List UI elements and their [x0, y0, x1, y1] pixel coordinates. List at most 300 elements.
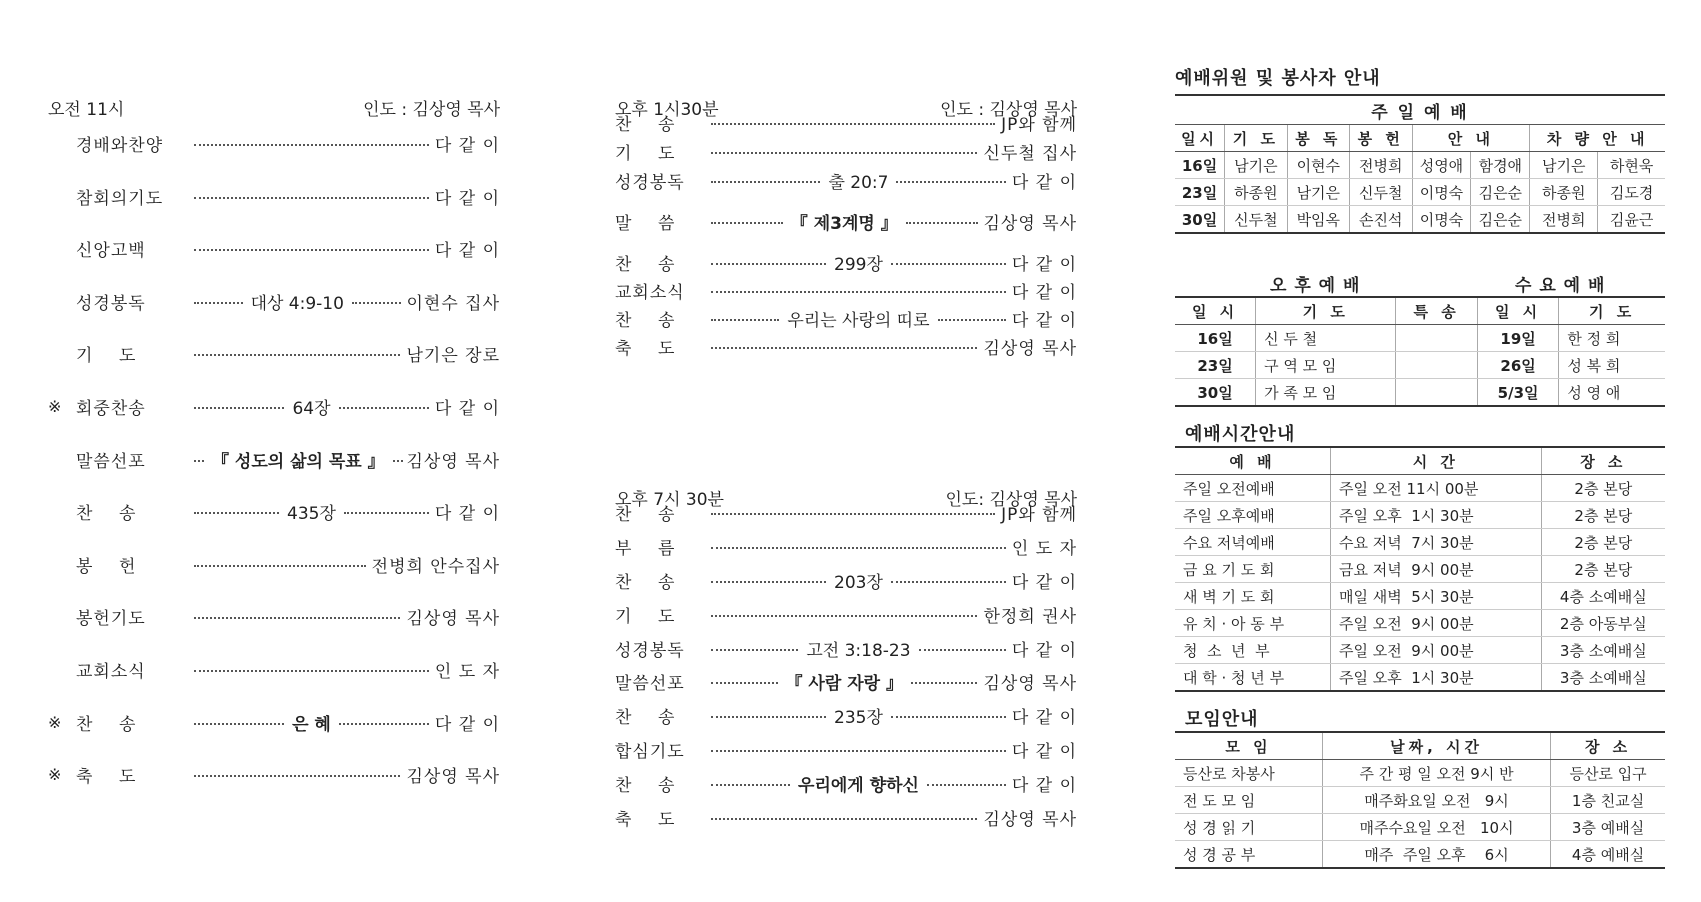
column-header: 일 시	[1477, 297, 1558, 325]
order-item-name: 봉헌기도	[76, 608, 146, 629]
leader-dots	[194, 407, 284, 409]
table-cell: 김윤근	[1598, 206, 1665, 234]
leader-dots	[339, 723, 429, 725]
leader-dots	[927, 784, 1006, 786]
table-cell: 주일 오전 11시 00분	[1330, 475, 1541, 502]
order-item-name: 찬 송	[76, 503, 137, 524]
dotted-leader	[705, 345, 983, 347]
table-cell: 하종원	[1530, 179, 1598, 206]
dotted-leader	[705, 613, 983, 615]
order-item-person: 다 같 이	[1011, 172, 1077, 193]
table-row	[1175, 502, 1665, 529]
order-row	[48, 446, 500, 472]
order-item-person: 다 같 이	[1011, 640, 1077, 661]
leader-dots	[711, 263, 826, 265]
column-header: 일 시	[1175, 297, 1256, 325]
table-cell: 3층 소예배실	[1541, 637, 1665, 664]
leader-dots	[352, 302, 401, 304]
order-row	[615, 277, 1077, 303]
dotted-leader	[705, 816, 983, 818]
order-row	[48, 288, 500, 314]
column-header: 차 량 안 내	[1530, 125, 1665, 152]
servants-banner: 주 일 예 배	[1175, 95, 1665, 125]
order-item-detail: 『 제3계명 』	[790, 213, 898, 234]
column-header: 장 소	[1541, 447, 1665, 475]
leader-dots	[711, 615, 977, 617]
leader-dots	[906, 222, 978, 224]
order-item-name: 기 도	[76, 345, 137, 366]
table-row	[1175, 637, 1665, 664]
order-item-name: 축 도	[615, 809, 676, 830]
leader-dots	[891, 581, 1006, 583]
order-item-person: 다 같 이	[434, 503, 500, 524]
afternoon-time: 오후 1시30분	[615, 100, 719, 120]
leader-dots	[711, 547, 1006, 549]
order-row	[615, 567, 1077, 593]
order-row	[615, 333, 1077, 359]
order-item-person: 김상영 목사	[406, 766, 500, 787]
order-item-person: 다 같 이	[434, 240, 500, 261]
table-row	[1175, 664, 1665, 692]
leader-dots	[194, 197, 429, 199]
table-cell: 이현수	[1287, 152, 1349, 179]
order-item-person: 다 같 이	[1011, 572, 1077, 593]
table-cell: 5/3일	[1477, 379, 1558, 407]
order-item-name: 부 름	[615, 538, 676, 559]
table-cell: 남기은	[1287, 179, 1349, 206]
table-cell: 4층 소예배실	[1541, 583, 1665, 610]
dotted-leader	[705, 511, 1001, 513]
table-cell: 김은순	[1471, 206, 1530, 234]
order-item-detail: 64장	[292, 398, 331, 419]
order-item-name: 찬 송	[615, 775, 676, 796]
order-item-name: 성경봉독	[615, 172, 685, 193]
servants-title: 예배위원 및 봉사자 안내	[1175, 68, 1381, 89]
dotted-leader	[188, 142, 435, 144]
order-row	[615, 249, 1077, 275]
leader-dots	[711, 581, 826, 583]
dotted-leader	[705, 545, 1012, 547]
schedule-table	[1175, 446, 1665, 692]
order-item-name: 찬 송	[615, 254, 676, 275]
order-item-detail: 435장	[287, 503, 336, 524]
leader-dots	[911, 682, 978, 684]
order-item-name: 말씀선포	[615, 673, 685, 694]
table-cell: 주일 오전 9시 00분	[1330, 610, 1541, 637]
leader-dots	[194, 723, 284, 725]
order-item-person: JP와 함께	[1001, 114, 1077, 135]
order-item-person: 김상영 목사	[983, 809, 1077, 830]
column-header: 일시	[1175, 125, 1225, 152]
table-row	[1175, 475, 1665, 502]
order-item-name: 말씀선포	[76, 451, 146, 472]
order-row	[615, 208, 1077, 234]
table-cell: 김도경	[1598, 179, 1665, 206]
order-row	[48, 130, 500, 156]
afternoon-leader: 인도 : 김상영 목사	[940, 100, 1077, 120]
column-header: 봉 독	[1287, 125, 1349, 152]
table-row	[1175, 529, 1665, 556]
table-cell: 주일 오후 1시 30분	[1330, 664, 1541, 692]
order-row	[615, 533, 1077, 559]
asterisk-mark: ※	[48, 712, 62, 732]
table-row	[1175, 814, 1665, 841]
table-cell: 이명숙	[1412, 206, 1471, 234]
order-row	[48, 183, 500, 209]
order-item-name: 찬 송	[615, 114, 676, 135]
order-row	[615, 601, 1077, 627]
leader-dots	[711, 123, 995, 125]
asterisk-mark: ※	[48, 396, 62, 416]
table-cell: 주일 오전 9시 00분	[1330, 637, 1541, 664]
leader-dots	[711, 152, 977, 154]
order-row	[615, 770, 1077, 796]
table-row	[1175, 379, 1665, 407]
dotted-leader	[705, 568, 1012, 593]
order-item-name: 찬 송	[615, 504, 676, 525]
order-row	[615, 635, 1077, 661]
table-row	[1175, 325, 1665, 352]
order-item-person: 한정희 권사	[983, 606, 1077, 627]
leader-dots	[194, 249, 429, 251]
table-cell: 전 도 모 임	[1175, 787, 1322, 814]
dotted-leader	[188, 447, 406, 472]
leader-dots	[194, 354, 400, 356]
order-row	[48, 498, 500, 524]
column-header: 예 배	[1175, 447, 1330, 475]
order-row	[615, 167, 1077, 193]
leader-dots	[194, 302, 243, 304]
asterisk-mark: ※	[48, 764, 62, 784]
table-row	[1175, 610, 1665, 637]
order-row	[48, 393, 500, 419]
order-item-detail: 은 혜	[292, 714, 331, 735]
leader-dots	[194, 565, 366, 567]
leader-dots	[891, 263, 1006, 265]
dotted-leader	[188, 563, 372, 565]
table-cell	[1396, 325, 1477, 352]
leader-dots	[393, 460, 403, 462]
leader-dots	[344, 512, 429, 514]
table-cell: 23일	[1175, 352, 1256, 379]
table-cell: 16일	[1175, 325, 1256, 352]
evening-service	[615, 485, 1077, 875]
order-item-name: 기 도	[615, 606, 676, 627]
leader-dots	[711, 818, 977, 820]
column-header: 모 임	[1175, 732, 1322, 760]
leader-dots	[711, 716, 826, 718]
morning-leader: 인도 : 김상영 목사	[363, 100, 500, 120]
table-cell: 전병희	[1350, 152, 1412, 179]
leader-dots	[711, 222, 783, 224]
table-cell: 2층 본당	[1541, 529, 1665, 556]
table-cell: 주일 오후 1시 30분	[1330, 502, 1541, 529]
servants-table	[1175, 94, 1665, 234]
table-cell: 3층 예배실	[1551, 814, 1665, 841]
table-cell: 30일	[1175, 379, 1256, 407]
table-cell: 등산로 차봉사	[1175, 760, 1322, 787]
table-cell: 손진석	[1350, 206, 1412, 234]
table-cell	[1396, 379, 1477, 407]
table-cell: 성 경 공 부	[1175, 841, 1322, 869]
order-item-name: 찬 송	[615, 572, 676, 593]
table-row	[1175, 179, 1665, 206]
order-row	[48, 761, 500, 787]
table-row	[1175, 206, 1665, 234]
order-item-detail: 출 20:7	[828, 172, 889, 193]
leader-dots	[896, 181, 1005, 183]
order-item-name: 참회의기도	[76, 188, 164, 209]
dotted-leader	[188, 352, 406, 354]
order-item-person: 다 같 이	[1011, 741, 1077, 762]
order-item-name: 신앙고백	[76, 240, 146, 261]
table-cell: 1층 친교실	[1551, 787, 1665, 814]
order-row	[615, 702, 1077, 728]
order-item-name: 성경봉독	[615, 640, 685, 661]
dotted-leader	[188, 710, 435, 735]
order-row	[48, 603, 500, 629]
table-cell: 신두철	[1225, 206, 1287, 234]
leader-dots	[711, 784, 790, 786]
order-item-detail: 235장	[834, 707, 883, 728]
table-cell	[1396, 352, 1477, 379]
column-header: 안 내	[1412, 125, 1530, 152]
order-item-person: 다 같 이	[434, 188, 500, 209]
order-item-name: 봉 헌	[76, 556, 137, 577]
pm-service-title: 오 후 예 배	[1270, 276, 1361, 296]
order-row	[48, 340, 500, 366]
leader-dots	[711, 649, 798, 651]
table-cell: 박임옥	[1287, 206, 1349, 234]
evening-leader: 인도: 김상영 목사	[945, 490, 1077, 510]
order-row	[615, 668, 1077, 694]
order-item-name: 말 씀	[615, 213, 676, 234]
order-row	[615, 804, 1077, 830]
order-item-name: 기 도	[615, 143, 676, 164]
leader-dots	[711, 750, 1006, 752]
table-row	[1175, 152, 1665, 179]
column-header: 기 도	[1256, 297, 1396, 325]
column-header: 날짜, 시간	[1322, 732, 1550, 760]
order-item-person: 신두철 집사	[983, 143, 1077, 164]
order-item-person: JP와 함께	[1001, 504, 1077, 525]
order-item-name: 교회소식	[615, 282, 685, 303]
order-item-person: 다 같 이	[434, 135, 500, 156]
order-row	[615, 736, 1077, 762]
dotted-leader	[705, 703, 1012, 728]
table-cell: 주일 오후예배	[1175, 502, 1330, 529]
order-item-name: 경배와찬양	[76, 135, 164, 156]
table-row	[1175, 787, 1665, 814]
order-item-detail: 299장	[834, 254, 883, 275]
table-cell: 3층 소예배실	[1541, 664, 1665, 692]
pm-wed-table	[1175, 296, 1665, 407]
order-item-detail: 우리에게 향하신	[798, 775, 919, 796]
table-cell: 남기은	[1530, 152, 1598, 179]
table-cell: 매주화요일 오전 9시	[1322, 787, 1550, 814]
table-cell: 30일	[1175, 206, 1225, 234]
order-item-person: 인 도 자	[1011, 538, 1077, 559]
table-cell: 2층 본당	[1541, 475, 1665, 502]
order-row	[48, 235, 500, 261]
table-cell: 하종원	[1225, 179, 1287, 206]
table-row	[1175, 352, 1665, 379]
table-cell: 2층 본당	[1541, 556, 1665, 583]
table-cell: 등산로 입구	[1551, 760, 1665, 787]
afternoon-service	[615, 95, 1077, 395]
table-cell: 성영애	[1412, 152, 1471, 179]
order-item-name: 찬 송	[615, 310, 676, 331]
table-cell: 26일	[1477, 352, 1558, 379]
order-item-name: 축 도	[76, 766, 137, 787]
table-cell: 함경애	[1471, 152, 1530, 179]
table-cell: 구 역 모 임	[1256, 352, 1396, 379]
leader-dots	[194, 144, 429, 146]
order-item-person: 다 같 이	[1011, 310, 1077, 331]
order-item-detail: 고전 3:18-23	[806, 640, 911, 661]
column-header: 장 소	[1551, 732, 1665, 760]
table-cell: 23일	[1175, 179, 1225, 206]
table-cell: 수요 저녁 7시 30분	[1330, 529, 1541, 556]
morning-service	[48, 95, 500, 865]
table-row	[1175, 760, 1665, 787]
dotted-leader	[705, 209, 983, 234]
table-cell: 매일 새벽 5시 30분	[1330, 583, 1541, 610]
table-cell: 주 간 평 일 오전 9시 반	[1322, 760, 1550, 787]
leader-dots	[194, 775, 400, 777]
order-item-name: 찬 송	[615, 707, 676, 728]
table-cell: 16일	[1175, 152, 1225, 179]
column-header: 기 도	[1225, 125, 1287, 152]
order-item-name: 회중찬송	[76, 398, 146, 419]
table-cell: 가 족 모 임	[1256, 379, 1396, 407]
order-item-name: 성경봉독	[76, 293, 146, 314]
leader-dots	[194, 512, 279, 514]
dotted-leader	[188, 289, 406, 314]
table-cell: 매주수요일 오전 10시	[1322, 814, 1550, 841]
table-cell: 신두철	[1350, 179, 1412, 206]
leader-dots	[919, 649, 1006, 651]
column-header: 봉 헌	[1350, 125, 1412, 152]
dotted-leader	[705, 289, 1012, 291]
table-cell: 새 벽 기 도 회	[1175, 583, 1330, 610]
order-row	[615, 305, 1077, 331]
leader-dots	[711, 682, 778, 684]
leader-dots	[711, 319, 779, 321]
column-header: 기 도	[1559, 297, 1665, 325]
order-row	[615, 138, 1077, 164]
order-item-person: 김상영 목사	[406, 451, 500, 472]
dotted-leader	[705, 669, 983, 694]
table-cell: 2층 아동부실	[1541, 610, 1665, 637]
table-cell: 4층 예배실	[1551, 841, 1665, 869]
dotted-leader	[705, 168, 1012, 193]
wed-service-title: 수 요 예 배	[1515, 276, 1606, 296]
table-row	[1175, 583, 1665, 610]
dotted-leader	[188, 499, 435, 524]
order-item-person: 다 같 이	[434, 714, 500, 735]
table-cell: 금 요 기 도 회	[1175, 556, 1330, 583]
leader-dots	[194, 460, 204, 462]
order-item-detail: 우리는 사랑의 띠로	[787, 310, 930, 331]
leader-dots	[938, 319, 1006, 321]
table-cell: 성 복 희	[1559, 352, 1665, 379]
table-cell: 수요 저녁예배	[1175, 529, 1330, 556]
order-row	[615, 499, 1077, 525]
dotted-leader	[705, 636, 1012, 661]
morning-time: 오전 11시	[48, 100, 125, 120]
order-row	[615, 109, 1077, 135]
dotted-leader	[705, 748, 1012, 750]
table-cell: 성 영 애	[1559, 379, 1665, 407]
table-cell: 대 학 · 청 년 부	[1175, 664, 1330, 692]
leader-dots	[891, 716, 1006, 718]
table-row	[1175, 841, 1665, 869]
table-cell: 19일	[1477, 325, 1558, 352]
column-header: 특 송	[1396, 297, 1477, 325]
table-cell: 2층 본당	[1541, 502, 1665, 529]
order-item-detail: 『 사람 자랑 』	[785, 673, 903, 694]
dotted-leader	[705, 121, 1001, 123]
table-cell: 성 경 읽 기	[1175, 814, 1322, 841]
dotted-leader	[188, 195, 435, 197]
order-item-name: 합심기도	[615, 741, 685, 762]
order-item-person: 다 같 이	[434, 398, 500, 419]
table-cell: 남기은	[1225, 152, 1287, 179]
table-cell: 이명숙	[1412, 179, 1471, 206]
leader-dots	[339, 407, 429, 409]
order-item-person: 다 같 이	[1011, 282, 1077, 303]
leader-dots	[194, 670, 429, 672]
meetings-title: 모임안내	[1185, 709, 1259, 730]
order-item-person: 다 같 이	[1011, 254, 1077, 275]
table-cell: 금요 저녁 9시 00분	[1330, 556, 1541, 583]
table-cell: 하현욱	[1598, 152, 1665, 179]
dotted-leader	[705, 306, 1012, 331]
order-row	[48, 551, 500, 577]
order-item-detail: 『 성도의 삶의 목표 』	[212, 451, 385, 472]
dotted-leader	[188, 615, 406, 617]
dotted-leader	[188, 668, 435, 670]
dotted-leader	[705, 250, 1012, 275]
order-row	[48, 656, 500, 682]
leader-dots	[711, 513, 995, 515]
order-item-person: 김상영 목사	[983, 673, 1077, 694]
order-item-person: 인 도 자	[434, 661, 500, 682]
leader-dots	[711, 291, 1006, 293]
table-cell: 전병희	[1530, 206, 1598, 234]
order-item-name: 찬 송	[76, 714, 137, 735]
table-cell: 유 치 · 아 동 부	[1175, 610, 1330, 637]
dotted-leader	[188, 773, 406, 775]
order-item-person: 다 같 이	[1011, 775, 1077, 796]
table-cell: 주일 오전예배	[1175, 475, 1330, 502]
dotted-leader	[705, 150, 983, 152]
column-header: 시 간	[1330, 447, 1541, 475]
leader-dots	[711, 181, 820, 183]
leader-dots	[194, 617, 400, 619]
order-item-person: 김상영 목사	[983, 338, 1077, 359]
order-item-detail: 203장	[834, 572, 883, 593]
order-row	[48, 709, 500, 735]
order-item-person: 남기은 장로	[406, 345, 500, 366]
order-item-person: 이현수 집사	[406, 293, 500, 314]
evening-time: 오후 7시 30분	[615, 490, 724, 510]
table-cell: 매주 주일 오후 6시	[1322, 841, 1550, 869]
leader-dots	[711, 347, 977, 349]
order-item-person: 김상영 목사	[983, 213, 1077, 234]
table-cell: 청 소 년 부	[1175, 637, 1330, 664]
